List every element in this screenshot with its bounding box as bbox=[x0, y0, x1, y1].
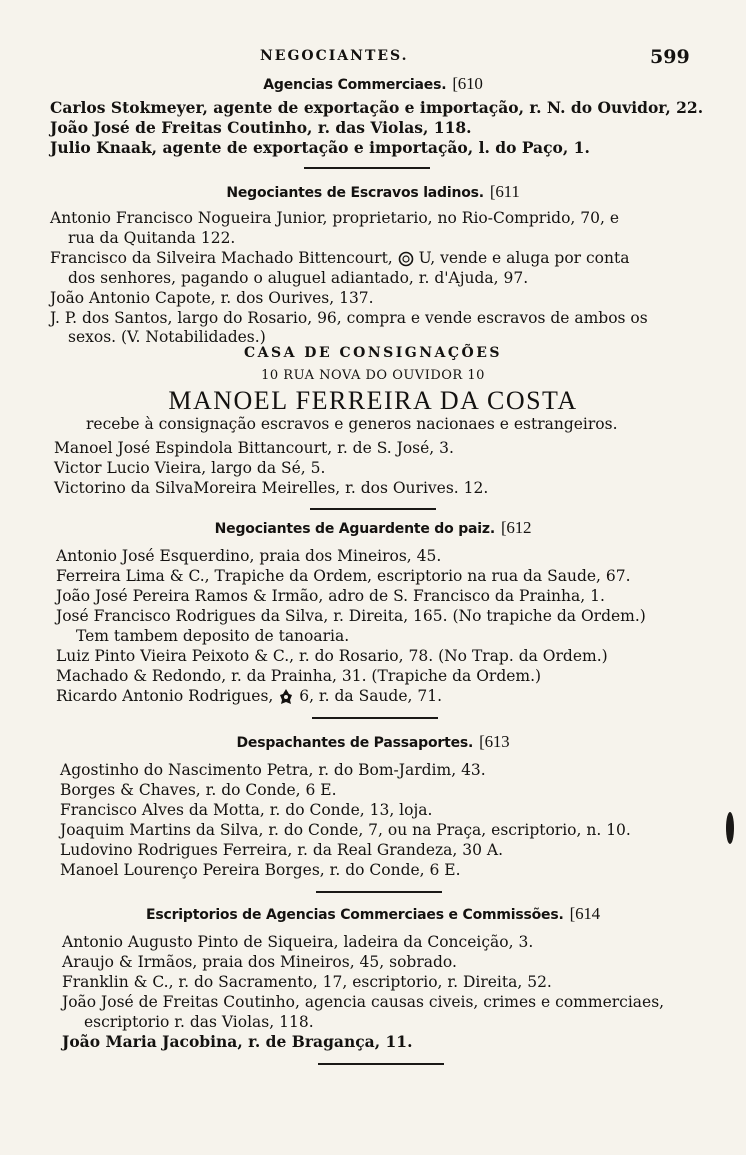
list-item: Agostinho do Nascimento Petra, r. do Bom-Jardim, 43. bbox=[60, 761, 486, 779]
section-divider bbox=[316, 891, 442, 893]
section-heading-614 bbox=[0, 904, 746, 924]
list-item-continuation: sexos. (V. Notabilidades.) bbox=[68, 328, 266, 346]
list-item: João José de Freitas Coutinho, r. das Violas, 118. bbox=[50, 118, 472, 137]
list-item bbox=[56, 686, 442, 706]
list-item: Francisco Alves da Motta, r. do Conde, 13, loja. bbox=[60, 801, 433, 819]
list-item: Manoel Lourenço Pereira Borges, r. do Conde, 6 E. bbox=[60, 861, 461, 879]
running-head-title: NEGOCIANTES. bbox=[260, 48, 409, 64]
list-item: J. P. dos Santos, largo do Rosario, 96, compra e vende escravos de ambos os bbox=[50, 309, 648, 327]
entry-text: Francisco da Silveira Machado Bittencourt, bbox=[50, 249, 393, 267]
section-title: Agencias Commerciaes. bbox=[263, 77, 447, 93]
section-code: [612 bbox=[500, 518, 532, 537]
section-code: [614 bbox=[569, 904, 600, 923]
list-item: Antonio Francisco Nogueira Junior, proprietario, no Rio-Comprido, 70, e bbox=[50, 209, 620, 227]
section-heading-610 bbox=[0, 74, 746, 94]
section-title: Negociantes de Escravos ladinos. bbox=[226, 185, 484, 201]
list-item-continuation: escriptorio r. das Violas, 118. bbox=[84, 1013, 314, 1031]
section-divider bbox=[310, 508, 436, 510]
list-item: Borges & Chaves, r. do Conde, 6 E. bbox=[60, 781, 337, 799]
entry-text: Ricardo Antonio Rodrigues, bbox=[56, 687, 274, 705]
advert-title: CASA DE CONSIGNAÇÕES bbox=[243, 345, 503, 361]
list-item: Franklin & C., r. do Sacramento, 17, escriptorio, r. Direita, 52. bbox=[62, 973, 552, 991]
list-item: Antonio Augusto Pinto de Siqueira, ladeira da Conceição, 3. bbox=[62, 933, 534, 951]
section-title: Escriptorios de Agencias Commerciaes e Commissões. bbox=[146, 907, 564, 923]
list-item-continuation: dos senhores, pagando o aluguel adiantado, r. d'Ajuda, 97. bbox=[68, 269, 529, 287]
section-divider bbox=[318, 1063, 444, 1065]
entry-text: U, vende e aluga por conta bbox=[418, 249, 630, 267]
scan-edge-mark bbox=[724, 808, 736, 848]
list-item: Manoel José Espindola Bittancourt, r. de S. José, 3. bbox=[54, 439, 454, 457]
list-item-continuation: rua da Quitanda 122. bbox=[68, 229, 236, 247]
section-code: [611 bbox=[489, 182, 520, 201]
list-item: Victorino da SilvaMoreira Meirelles, r. dos Ourives. 12. bbox=[54, 479, 489, 497]
running-head bbox=[0, 46, 746, 72]
advert-description: recebe à consignação escravos e generos nacionaes e estrangeiros. bbox=[86, 415, 618, 433]
section-title: Negociantes de Aguardente do paiz. bbox=[214, 521, 495, 537]
medal-icon bbox=[398, 249, 419, 267]
list-item: Machado & Redondo, r. da Prainha, 31. (Trapiche da Ordem.) bbox=[56, 667, 542, 685]
list-item: João Maria Jacobina, r. de Bragança, 11. bbox=[62, 1032, 413, 1051]
list-item: Araujo & Irmãos, praia dos Mineiros, 45, sobrado. bbox=[62, 953, 457, 971]
list-item: João Antonio Capote, r. dos Ourives, 137. bbox=[50, 289, 374, 307]
entry-text: 6, r. da Saude, 71. bbox=[299, 687, 443, 705]
advert-address: 10 RUA NOVA DO OUVIDOR 10 bbox=[261, 368, 485, 383]
list-item bbox=[50, 248, 629, 268]
list-item: Carlos Stokmeyer, agente de exportação e importação, r. N. do Ouvidor, 22. bbox=[50, 98, 704, 117]
section-title: Despachantes de Passaportes. bbox=[236, 735, 474, 751]
list-item: João José de Freitas Coutinho, agencia causas civeis, crimes e commerciaes, bbox=[62, 993, 665, 1011]
list-item: Antonio José Esquerdino, praia dos Mineiros, 45. bbox=[56, 547, 442, 565]
list-item: Ludovino Rodrigues Ferreira, r. da Real Grandeza, 30 A. bbox=[60, 841, 504, 859]
list-item: João José Pereira Ramos & Irmão, adro de S. Francisco da Prainha, 1. bbox=[56, 587, 605, 605]
section-heading-611 bbox=[0, 182, 746, 202]
list-item: Luiz Pinto Vieira Peixoto & C., r. do Rosario, 78. (No Trap. da Ordem.) bbox=[56, 647, 608, 665]
list-item: Julio Knaak, agente de exportação e importação, l. do Paço, 1. bbox=[50, 138, 590, 157]
section-code: [613 bbox=[479, 732, 510, 751]
section-heading-612 bbox=[0, 518, 746, 538]
section-heading-613 bbox=[0, 732, 746, 752]
list-item-continuation: Tem tambem deposito de tanoaria. bbox=[76, 627, 350, 645]
advert-name: MANOEL FERREIRA DA COSTA bbox=[168, 386, 578, 415]
list-item: Joaquim Martins da Silva, r. do Conde, 7, ou na Praça, escriptorio, n. 10. bbox=[60, 821, 631, 839]
list-item: Ferreira Lima & C., Trapiche da Ordem, escriptorio na rua da Saude, 67. bbox=[56, 567, 631, 585]
list-item: Victor Lucio Vieira, largo da Sé, 5. bbox=[54, 459, 326, 477]
section-code: [610 bbox=[452, 74, 483, 93]
section-divider bbox=[312, 717, 438, 719]
page-number: 599 bbox=[650, 46, 690, 68]
fire-insignia-icon bbox=[278, 687, 299, 705]
section-divider bbox=[304, 167, 430, 169]
list-item: José Francisco Rodrigues da Silva, r. Direita, 165. (No trapiche da Ordem.) bbox=[56, 607, 646, 625]
